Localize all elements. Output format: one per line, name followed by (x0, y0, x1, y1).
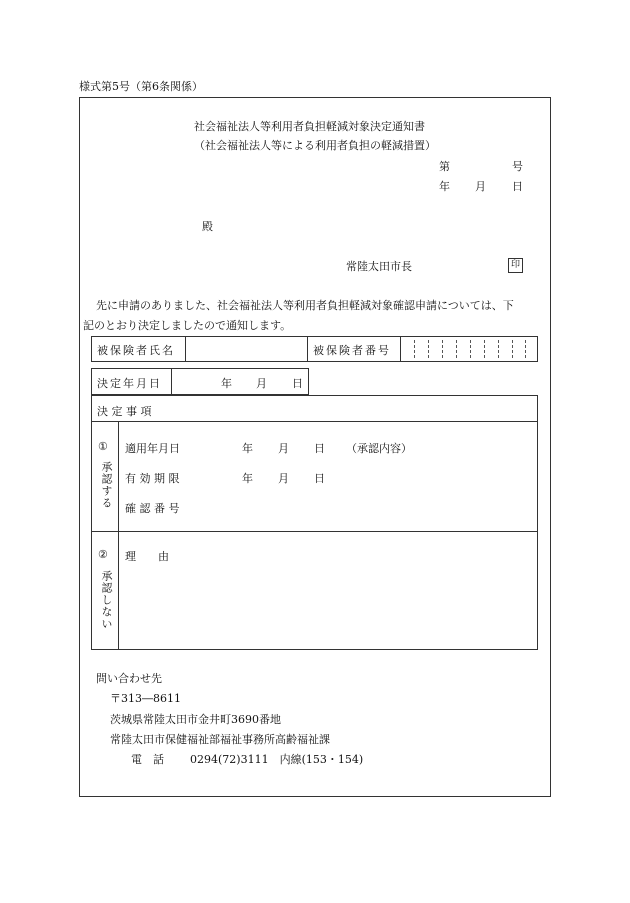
contact-heading: 問い合わせ先 (96, 672, 162, 685)
decision-items-table (91, 395, 538, 650)
expiry-label: 有 効 期 限 (125, 472, 180, 485)
confirm-number-label: 確 認 番 号 (125, 502, 180, 515)
apply-month: 月 (278, 442, 289, 455)
apply-date-label: 適用年月日 (125, 442, 180, 455)
contact-department: 常陸太田市保健福祉部福祉事務所高齢福祉課 (110, 733, 330, 746)
document-title: 社会福祉法人等利用者負担軽減対象決定通知書 (194, 120, 425, 133)
contact-address: 茨城県常陸太田市金井町3690番地 (110, 713, 281, 726)
issue-date-year: 年 (439, 180, 450, 193)
form-number-label: 様式第5号（第6条関係） (79, 80, 203, 93)
apply-day: 日 (314, 442, 325, 455)
number-go: 号 (512, 160, 523, 173)
document-subtitle: （社会福祉法人等による利用者負担の軽減措置） (194, 139, 436, 152)
reject-number: ② (98, 548, 108, 561)
contact-phone: 0294(72)3111 内線(153・154) (190, 753, 364, 766)
issue-date-month: 月 (475, 180, 486, 193)
approve-number: ① (98, 440, 108, 453)
decision-items-label: 決 定 事 項 (97, 405, 152, 418)
approval-content-label: （承認内容） (346, 442, 412, 455)
addressee-suffix: 殿 (202, 220, 213, 233)
insured-name-label: 被保険者氏名 (97, 344, 175, 357)
expiry-year: 年 (242, 472, 253, 485)
body-line-2: 記のとおり決定しましたので通知します。 (83, 319, 292, 332)
apply-year: 年 (242, 442, 253, 455)
decision-day: 日 (292, 377, 303, 390)
issue-date-day: 日 (512, 180, 523, 193)
reason-label: 理 由 (125, 550, 169, 563)
issuer-name: 常陸太田市長 (346, 260, 412, 273)
decision-year: 年 (221, 377, 232, 390)
insured-number-label: 被保険者番号 (313, 344, 391, 357)
contact-phone-label: 電 話 (131, 753, 164, 766)
expiry-month: 月 (278, 472, 289, 485)
approve-label: 承認する (100, 461, 113, 509)
body-line-1: 先に申請のありました、社会福祉法人等利用者負担軽減対象確認申請については、下 (96, 299, 514, 312)
decision-date-label: 決定年月日 (97, 377, 162, 390)
seal-mark: 印 (508, 258, 523, 273)
contact-postal: 〒313―8611 (110, 692, 181, 705)
number-dai: 第 (439, 160, 450, 173)
expiry-day: 日 (314, 472, 325, 485)
decision-month: 月 (256, 377, 267, 390)
reject-label: 承認しない (100, 570, 113, 630)
